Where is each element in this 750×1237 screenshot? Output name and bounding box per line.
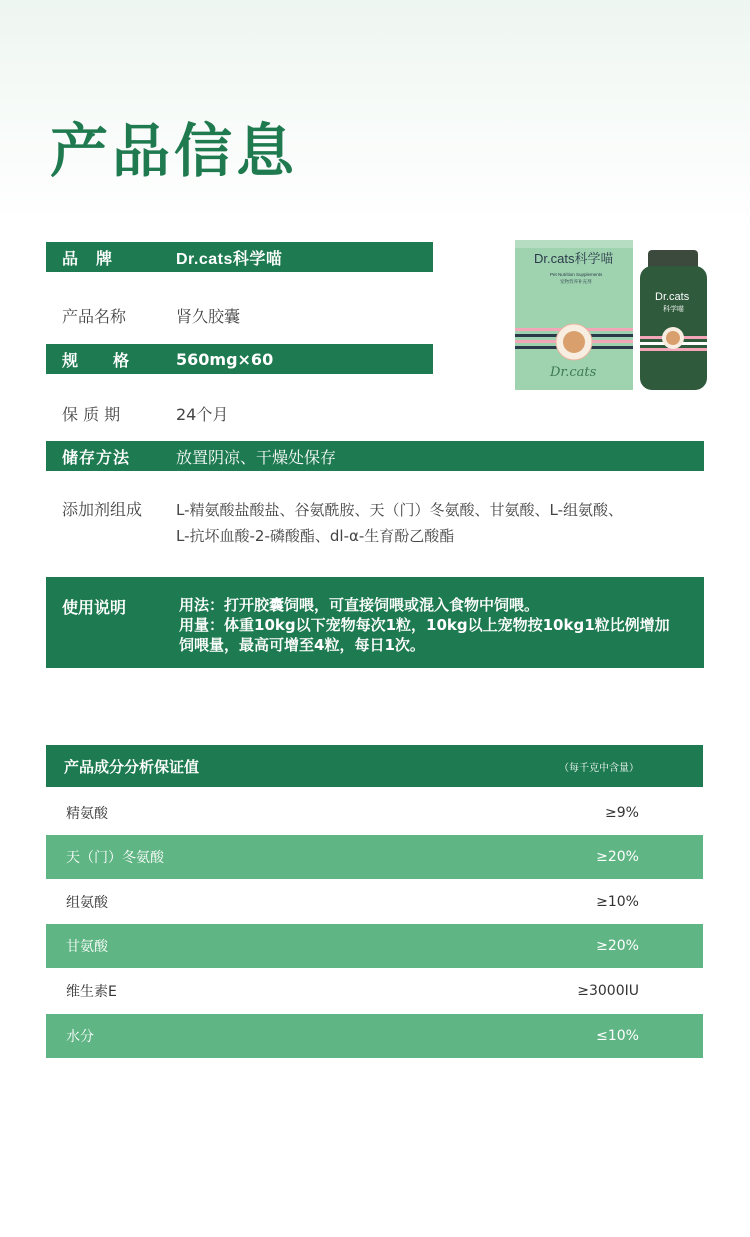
page-title: 产品信息 [50, 117, 299, 185]
shelf-life-value: 24个月 [176, 405, 229, 424]
box-logo: Dr.cats科学喵 [534, 251, 614, 266]
row-name: 维生素E [66, 984, 117, 1000]
bottle-logo-cn: 科学喵 [663, 306, 684, 313]
analysis-table-header [46, 745, 703, 787]
additives-line-1: L-精氨酸盐酸盐、谷氨酰胺、天（门）冬氨酸、甘氨酸、L-组氨酸、 [176, 501, 624, 519]
usage-section [46, 577, 704, 668]
table-row [46, 880, 703, 924]
brand-row [46, 242, 433, 272]
box-script-logo: Dr.cats [550, 365, 597, 380]
row-name: 天（门）冬氨酸 [66, 850, 164, 866]
brand-logo-cn: 科学喵 [232, 250, 283, 268]
usage-label: 使用说明 [62, 598, 127, 617]
analysis-title: 产品成分分析保证值 [64, 757, 200, 776]
additives-row [46, 497, 623, 549]
row-value: ≤10% [596, 1028, 639, 1044]
box-subtitle-cn: 宠物营养补充剂 [560, 279, 592, 284]
brand-logo [176, 246, 282, 269]
bottle-logo: Dr.cats [655, 291, 690, 303]
product-name-value: 肾久胶囊 [176, 307, 241, 326]
brand-label: 品 牌 [62, 248, 114, 268]
row-name: 精氨酸 [66, 806, 108, 822]
product-image [512, 236, 712, 396]
table-row [46, 1014, 703, 1058]
table-row [46, 969, 703, 1013]
table-row [46, 791, 703, 835]
additives-label: 添加剂组成 [62, 500, 143, 519]
row-value: ≥20% [596, 938, 639, 954]
box-subtitle-en: Pet Nutrition Supplements [550, 272, 603, 277]
analysis-note: （每千克中含量） [559, 762, 639, 774]
table-row [46, 924, 703, 968]
brand-logo-text: Dr.cats [176, 250, 233, 268]
row-value: ≥20% [596, 849, 639, 865]
row-value: ≥10% [596, 894, 639, 910]
spec-row [46, 344, 433, 374]
usage-line-2: 用量：体重10kg以下宠物每次1粒，10kg以上宠物按10kg1粒比例增加 [179, 616, 670, 634]
usage-line-3: 饲喂量，最高可增至4粒，每日1次。 [179, 636, 425, 654]
storage-label: 储存方法 [62, 447, 131, 467]
additives-line-2: L-抗坏血酸-2-磷酸酯、dl-α-生育酚乙酸酯 [176, 527, 455, 545]
product-name-row [46, 304, 240, 327]
row-value: ≥9% [605, 805, 639, 821]
row-value: ≥3000IU [577, 983, 639, 999]
usage-line-1: 用法：打开胶囊饲喂，可直接饲喂或混入食物中饲喂。 [179, 596, 540, 614]
spec-value: 560mg×60 [176, 349, 274, 369]
row-name: 水分 [66, 1029, 94, 1045]
shelf-life-label: 保 质 期 [62, 405, 121, 424]
shelf-life-row [46, 402, 228, 425]
storage-value: 放置阴凉、干燥处保存 [176, 447, 337, 467]
storage-row [46, 441, 704, 471]
row-name: 甘氨酸 [66, 939, 108, 955]
table-row [46, 835, 703, 879]
spec-label: 规 格 [62, 350, 131, 370]
row-name: 组氨酸 [66, 895, 108, 911]
product-name-label: 产品名称 [62, 307, 127, 326]
